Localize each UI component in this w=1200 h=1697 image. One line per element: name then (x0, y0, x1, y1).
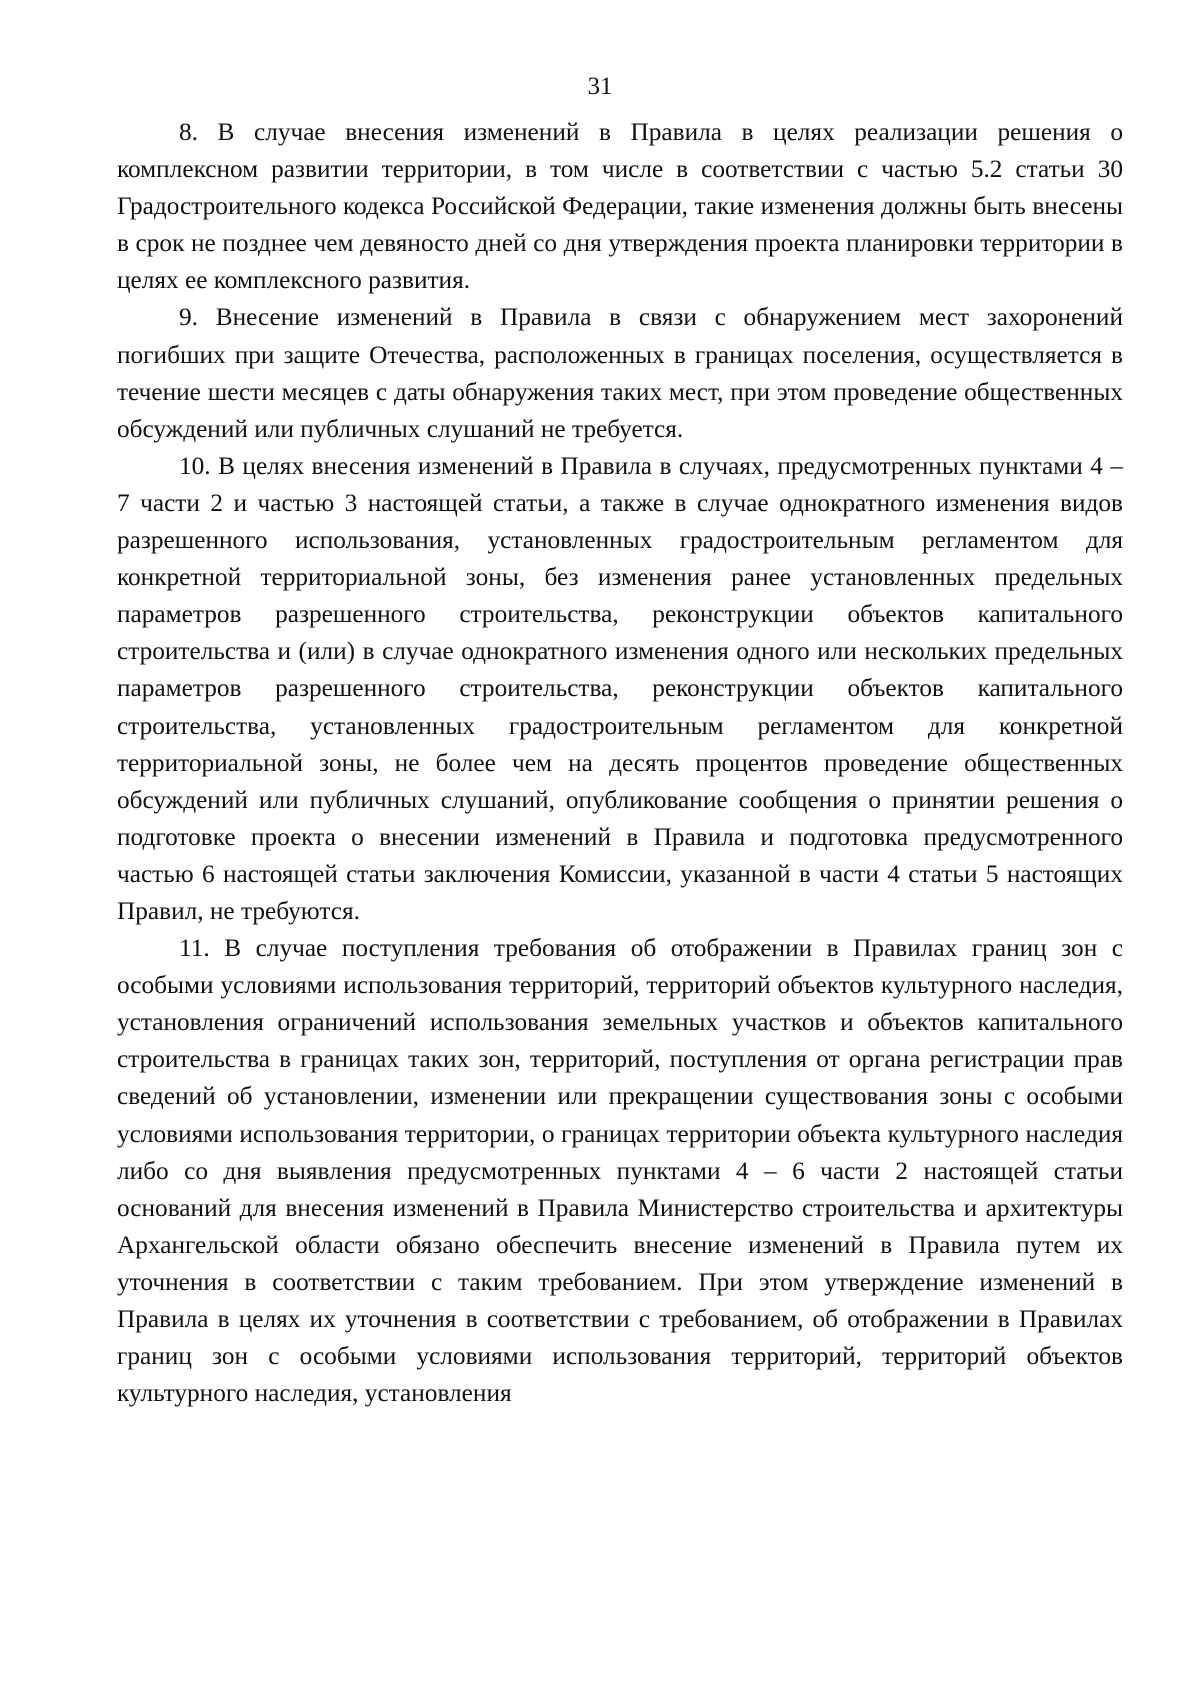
paragraph-8: 8. В случае внесения изменений в Правила в целях реализации решения о комплексном развитии территории, в том числе в соответствии с частью 5.2 статьи 30 Градостроительного кодекса Российской Федерации, такие изменения должны быть внесены в срок не позднее чем девяносто дней со дня утверждения проекта планировки территории в целях ее комплексного развития. (117, 118, 1123, 295)
paragraph-10: 10. В целях внесения изменений в Правила в случаях, предусмотренных пунктами 4 – 7 части 2 и частью 3 настоящей статьи, а также в случае однократного изменения видов разрешенного использования, установленных градостроительным регламентом для конкретной территориальной зоны, без изменения ранее установленных предельных параметров разрешенного строительства, реконструкции объектов капитального строительства и (или) в случае однократного изменения одного или нескольких предельных параметров разрешенного строительства, реконструкции объектов капитального строительства, установленных градостроительным регламентом для конкретной территориальной зоны, не более чем на десять процентов проведение общественных обсуждений или публичных слушаний, опубликование сообщения о принятии решения о подготовке проекта о внесении изменений в Правила и подготовка предусмотренного частью 6 настоящей статьи заключения Комиссии, указанной в части 4 статьи 5 настоящих Правил, не требуются. (117, 451, 1123, 925)
page-number: 31 (587, 73, 613, 100)
paragraph-11: 11. В случае поступления требования об отображении в Правилах границ зон с особыми условиями использования территорий, территорий объектов культурного наследия, установления ограничений использования земельных участков и объектов капитального строительства в границах таких зон, территорий, поступления от органа регистрации прав сведений об установлении, изменении или прекращении существования зоны с особыми условиями использования территории, о границах территории объекта культурного наследия либо со дня выявления предусмотренных пунктами 4 – 6 части 2 настоящей статьи оснований для внесения изменений в Правила Министерство строительства и архитектуры Архангельской области обязано обеспечить внесение изменений в Правила путем их уточнения в соответствии с таким требованием. При этом утверждение изменений в Правила в целях их уточнения в соответствии с требованием, об отображении в Правилах границ зон с особыми условиями использования территорий, территорий объектов культурного наследия, установления (117, 934, 1123, 1408)
paragraph-9: 9. Внесение изменений в Правила в связи с обнаружением мест захоронений погибших при защите Отечества, расположенных в границах поселения, осуществляется в течение шести месяцев с даты обнаружения таких мест, при этом проведение общественных обсуждений или публичных слушаний не требуется. (117, 303, 1123, 443)
document-body (117, 114, 1123, 1412)
